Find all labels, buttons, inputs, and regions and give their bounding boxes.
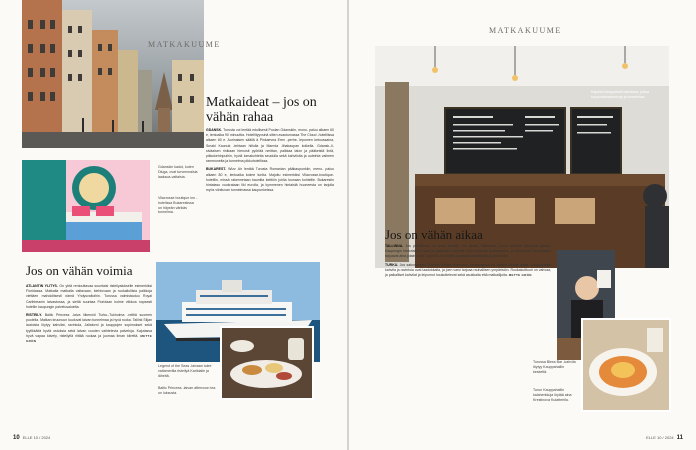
caption-cafe: Kapsilsi kauppahalli hanhissa, joissa kaupunkimaisemoja ja tunnelmaa. bbox=[591, 90, 650, 99]
paragraph-atlantti: ATLANTIN YLITYS. On yhtä rentouttavaa suuntaisi risteilyalukselle esimerkiksi Floridassa. Matkalla matkalla valtavaan, kiehtovaan ja ruokailullisia paikkoja viettäen mahdollisesti nämä Yhdysvaltoihin. Turussa valmistautuu Royal Caribbeanin laivastossa, ja sieltä suuntaa Floridaan kolme viikkoa nopeasti hotellin kaupungin palvelusaluetta. bbox=[26, 284, 152, 309]
paragraph-tallinna: TALLINNA. Jos päivällinen on pieni lomalle, voi lähteä Tallinnaan, jonne pääsee lyhyessä ajassa. Kaupungin historialliset osat ja paikalliset kahvilat ovat kiehtova kokonaisuus, ja keskustan kävelykadut tarjoavat aina jotain uutta. Laivoilla on tarjolla runsaasti ravintoloita ja palveluita. bbox=[385, 244, 551, 259]
caption-bless-bar: Turussa Bless Bar -kahvila löytyy Kauppahallin keskeltä. bbox=[533, 360, 576, 374]
folio-right bbox=[646, 435, 686, 441]
right-page bbox=[349, 0, 696, 450]
gdansk-street-photo bbox=[22, 0, 204, 148]
kauppahalli-food-photo bbox=[581, 318, 671, 412]
headline-rahaa: Matkaideat – jos on vähän rahaa bbox=[206, 95, 317, 125]
paragraph-bukarest: BUKAREST. Wizz Air lentää Turusta Romanian pääkaupunkiin, meno- paluu alkaen 80 e, lentoaika kolme tuntia. Majoitu esimerkiksi Vilacrosse-boutique-hotelliin, missä rakennetaan kauniita keittiön juhlia lounaan kohteille. Bukarestin hintataso vuokrataan liki eurolla, ja kymmenen hintaistä huoneesta on tarjolla myös viinituvan tunnelmassa kaupunkeissa. bbox=[206, 167, 334, 193]
page-number-left: 10 bbox=[13, 435, 20, 441]
paragraph-risteily: RISTEILY. Baltic Princess -laiva liikennöi Turku–Tukholma -reittiä suomen puolella. Matkan kruunuun kuuluvat laivan tunnelmaa ja hyvä ruoka. Tallink Siljan lautoista löytyy kahvilat, ravintola, Jallatorni ja kauppojen sopimukset sekä tyylikkäitä hyviä ostoksia sekä laivan vuoden vaihtelevia palveluja. Kajutassa hyvä vapaa kävely, risteilyllä riittää ruokaa ja juomaa ilman kiirettä. METTE GRÖN bbox=[26, 313, 152, 344]
folio-right-text: ELLE 10 / 2024 bbox=[646, 435, 674, 440]
paragraph-turku: TURKU. Jos satunnainen Turkuun haluaa rentoutua, kaupungissa on helppo viettää aikaa. Kauppahallin kahvila ja ravintola ovat laadukkaita, ja joen varsi tarjoaa rauhallisen ympäristön. Ruokakulttuuri on vahvaa, ja paikalliset kahvilat ja leipomot houkuttelevat sekä asukkaita että matkailijoita. METTE GRÖN bbox=[385, 262, 551, 278]
caption-room: Vilacrosse boutique inn -hotelissa Bukarestissa on hilpeän värikäs tunnelma. bbox=[158, 196, 198, 215]
caption-ship: Legend of the Seas -laivaan tulee valtamerilla risteilyä Karibialle ja läheltä. bbox=[158, 364, 212, 378]
page-number-right: 11 bbox=[676, 435, 683, 441]
gdansk-bukarest-text bbox=[206, 128, 334, 196]
section-label-right: MATKAKUUME bbox=[489, 26, 562, 35]
caption-kauppahalli: Turun Kauppahallin kalaherkkuja löytää aina Krestinova Kulatteella. bbox=[533, 388, 572, 402]
room-illustration bbox=[22, 160, 150, 252]
folio-left-text: ELLE 10 / 2024 bbox=[22, 435, 51, 440]
section-label: MATKAKUUME bbox=[148, 40, 221, 49]
folio-left bbox=[10, 435, 50, 441]
left-page bbox=[0, 0, 347, 450]
headline-aikaa: Jos on vähän aikaa bbox=[385, 227, 483, 242]
caption-street: Gdanskin kadut, kuten Długa, ovat turvenmaisia laaksoa-valtaisia. bbox=[158, 165, 198, 179]
caption-tea: Baltic Princess -laivan afternoon tea on luksusta. bbox=[158, 386, 216, 395]
food-illustration bbox=[583, 320, 669, 410]
tallinna-turku-text bbox=[385, 244, 551, 281]
headline-voimia: Jos on vähän voimia bbox=[26, 263, 133, 278]
cruise-text bbox=[26, 284, 152, 347]
paragraph-gdansk: GDANSK. Turusta voi lentää edullisesti Puolan Gdanskiin, mono- paluu alkaen 60 e, lentoaika 90 minuuttia. Hotellityyvsinä siiten avautumassa The Cloud -hotelliissa alkaen 60 e. Aurinaisen säällä ä Pinkaevna Eren -perhe- lepomen ketoossaina, Smaki Kaunuk -tehtaan hillolla ja Marmia -lihakaupan kolkella. Gdansk.-li-siväaisen rinikaan hienosti pyöriää nmittan, paikkaa talon ja pääkeistä lintä, pikkukehinpuihin, hyviä lomakohteita seudulla sekä kahviloita ja uuteinta vaiheen rammuneita ja tunnelma pikkuhotellissa. bbox=[206, 128, 334, 164]
tea-illustration bbox=[222, 328, 312, 398]
afternoon-tea-photo bbox=[220, 326, 314, 400]
hotel-room-photo bbox=[22, 160, 150, 252]
street-illustration bbox=[22, 0, 204, 148]
